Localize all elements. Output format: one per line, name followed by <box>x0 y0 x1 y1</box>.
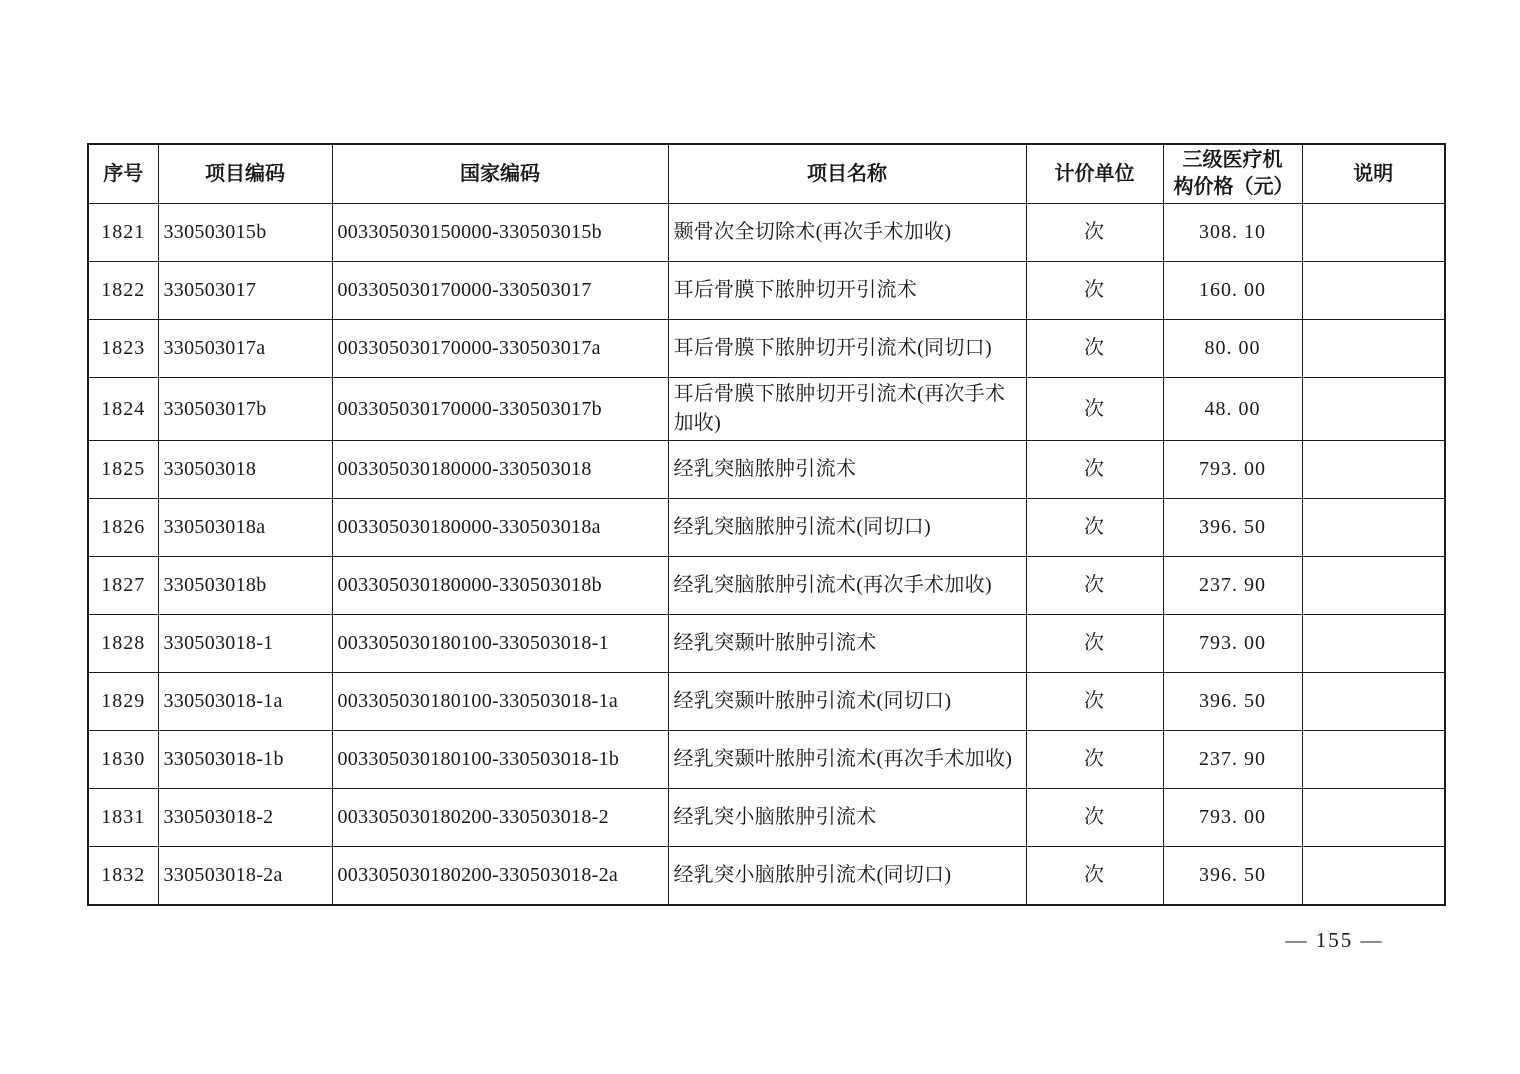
table-body <box>88 204 1445 906</box>
cell-unit: 次 <box>1026 441 1163 499</box>
cell-item-name: 经乳突颞叶脓肿引流术(同切口) <box>668 673 1026 731</box>
cell-item-code: 330503017a <box>158 320 332 378</box>
table-header-row <box>88 144 1445 204</box>
column-header-item-code: 项目编码 <box>158 144 332 204</box>
cell-item-code: 330503017b <box>158 378 332 441</box>
column-header-item-name: 项目名称 <box>668 144 1026 204</box>
cell-item-name: 耳后骨膜下脓肿切开引流术(同切口) <box>668 320 1026 378</box>
cell-item-name: 耳后骨膜下脓肿切开引流术(再次手术加收) <box>668 378 1026 441</box>
cell-price: 237. 90 <box>1163 731 1302 789</box>
cell-unit: 次 <box>1026 673 1163 731</box>
cell-item-code: 330503018 <box>158 441 332 499</box>
cell-price: 308. 10 <box>1163 204 1302 262</box>
cell-note <box>1302 499 1445 557</box>
cell-price: 793. 00 <box>1163 615 1302 673</box>
cell-serial: 1831 <box>88 789 158 847</box>
cell-price: 80. 00 <box>1163 320 1302 378</box>
cell-item-name: 经乳突脑脓肿引流术(同切口) <box>668 499 1026 557</box>
cell-item-code: 330503018a <box>158 499 332 557</box>
cell-price: 396. 50 <box>1163 673 1302 731</box>
cell-unit: 次 <box>1026 378 1163 441</box>
cell-item-code: 330503018b <box>158 557 332 615</box>
cell-item-name: 颞骨次全切除术(再次手术加收) <box>668 204 1026 262</box>
table-row <box>88 378 1445 441</box>
table-row <box>88 441 1445 499</box>
cell-note <box>1302 320 1445 378</box>
cell-note <box>1302 847 1445 906</box>
column-header-note: 说明 <box>1302 144 1445 204</box>
cell-serial: 1830 <box>88 731 158 789</box>
cell-price: 237. 90 <box>1163 557 1302 615</box>
cell-national-code: 003305030180200-330503018-2 <box>332 789 668 847</box>
cell-item-name: 经乳突颞叶脓肿引流术(再次手术加收) <box>668 731 1026 789</box>
cell-unit: 次 <box>1026 789 1163 847</box>
table-header <box>88 144 1445 204</box>
cell-serial: 1829 <box>88 673 158 731</box>
cell-national-code: 003305030180100-330503018-1 <box>332 615 668 673</box>
cell-note <box>1302 204 1445 262</box>
cell-price: 160. 00 <box>1163 262 1302 320</box>
cell-serial: 1823 <box>88 320 158 378</box>
cell-serial: 1824 <box>88 378 158 441</box>
cell-national-code: 003305030180100-330503018-1a <box>332 673 668 731</box>
column-header-unit: 计价单位 <box>1026 144 1163 204</box>
cell-serial: 1827 <box>88 557 158 615</box>
cell-price: 793. 00 <box>1163 441 1302 499</box>
table-row <box>88 847 1445 906</box>
table-row <box>88 320 1445 378</box>
cell-serial: 1828 <box>88 615 158 673</box>
table-row <box>88 731 1445 789</box>
cell-note <box>1302 262 1445 320</box>
table-row <box>88 262 1445 320</box>
cell-price: 793. 00 <box>1163 789 1302 847</box>
cell-serial: 1832 <box>88 847 158 906</box>
cell-item-code: 330503018-1b <box>158 731 332 789</box>
cell-national-code: 003305030180000-330503018b <box>332 557 668 615</box>
cell-item-code: 330503015b <box>158 204 332 262</box>
cell-national-code: 003305030180000-330503018a <box>332 499 668 557</box>
column-header-serial: 序号 <box>88 144 158 204</box>
cell-national-code: 003305030170000-330503017 <box>332 262 668 320</box>
table-row <box>88 499 1445 557</box>
cell-unit: 次 <box>1026 499 1163 557</box>
price-table <box>87 143 1446 906</box>
cell-note <box>1302 557 1445 615</box>
cell-item-code: 330503018-1 <box>158 615 332 673</box>
cell-note <box>1302 673 1445 731</box>
cell-note <box>1302 731 1445 789</box>
table-row <box>88 557 1445 615</box>
cell-unit: 次 <box>1026 615 1163 673</box>
cell-serial: 1825 <box>88 441 158 499</box>
column-header-price: 三级医疗机构价格（元） <box>1163 144 1302 204</box>
cell-item-name: 经乳突脑脓肿引流术(再次手术加收) <box>668 557 1026 615</box>
cell-national-code: 003305030180200-330503018-2a <box>332 847 668 906</box>
cell-unit: 次 <box>1026 557 1163 615</box>
cell-national-code: 003305030170000-330503017a <box>332 320 668 378</box>
cell-item-code: 330503018-2 <box>158 789 332 847</box>
cell-serial: 1826 <box>88 499 158 557</box>
table-row <box>88 204 1445 262</box>
column-header-national-code: 国家编码 <box>332 144 668 204</box>
table-row <box>88 789 1445 847</box>
cell-item-name: 耳后骨膜下脓肿切开引流术 <box>668 262 1026 320</box>
table-row <box>88 673 1445 731</box>
cell-note <box>1302 789 1445 847</box>
page-number: — 155 — <box>1285 928 1384 952</box>
cell-national-code: 003305030180000-330503018 <box>332 441 668 499</box>
cell-national-code: 003305030150000-330503015b <box>332 204 668 262</box>
cell-item-code: 330503018-2a <box>158 847 332 906</box>
cell-serial: 1821 <box>88 204 158 262</box>
cell-note <box>1302 441 1445 499</box>
cell-note <box>1302 378 1445 441</box>
cell-note <box>1302 615 1445 673</box>
cell-serial: 1822 <box>88 262 158 320</box>
cell-unit: 次 <box>1026 731 1163 789</box>
cell-national-code: 003305030170000-330503017b <box>332 378 668 441</box>
cell-price: 48. 00 <box>1163 378 1302 441</box>
table-row <box>88 615 1445 673</box>
cell-unit: 次 <box>1026 847 1163 906</box>
cell-item-name: 经乳突颞叶脓肿引流术 <box>668 615 1026 673</box>
cell-item-name: 经乳突脑脓肿引流术 <box>668 441 1026 499</box>
cell-item-code: 330503018-1a <box>158 673 332 731</box>
cell-item-name: 经乳突小脑脓肿引流术(同切口) <box>668 847 1026 906</box>
cell-national-code: 003305030180100-330503018-1b <box>332 731 668 789</box>
cell-price: 396. 50 <box>1163 847 1302 906</box>
cell-item-code: 330503017 <box>158 262 332 320</box>
cell-item-name: 经乳突小脑脓肿引流术 <box>668 789 1026 847</box>
cell-unit: 次 <box>1026 262 1163 320</box>
cell-unit: 次 <box>1026 320 1163 378</box>
cell-unit: 次 <box>1026 204 1163 262</box>
cell-price: 396. 50 <box>1163 499 1302 557</box>
